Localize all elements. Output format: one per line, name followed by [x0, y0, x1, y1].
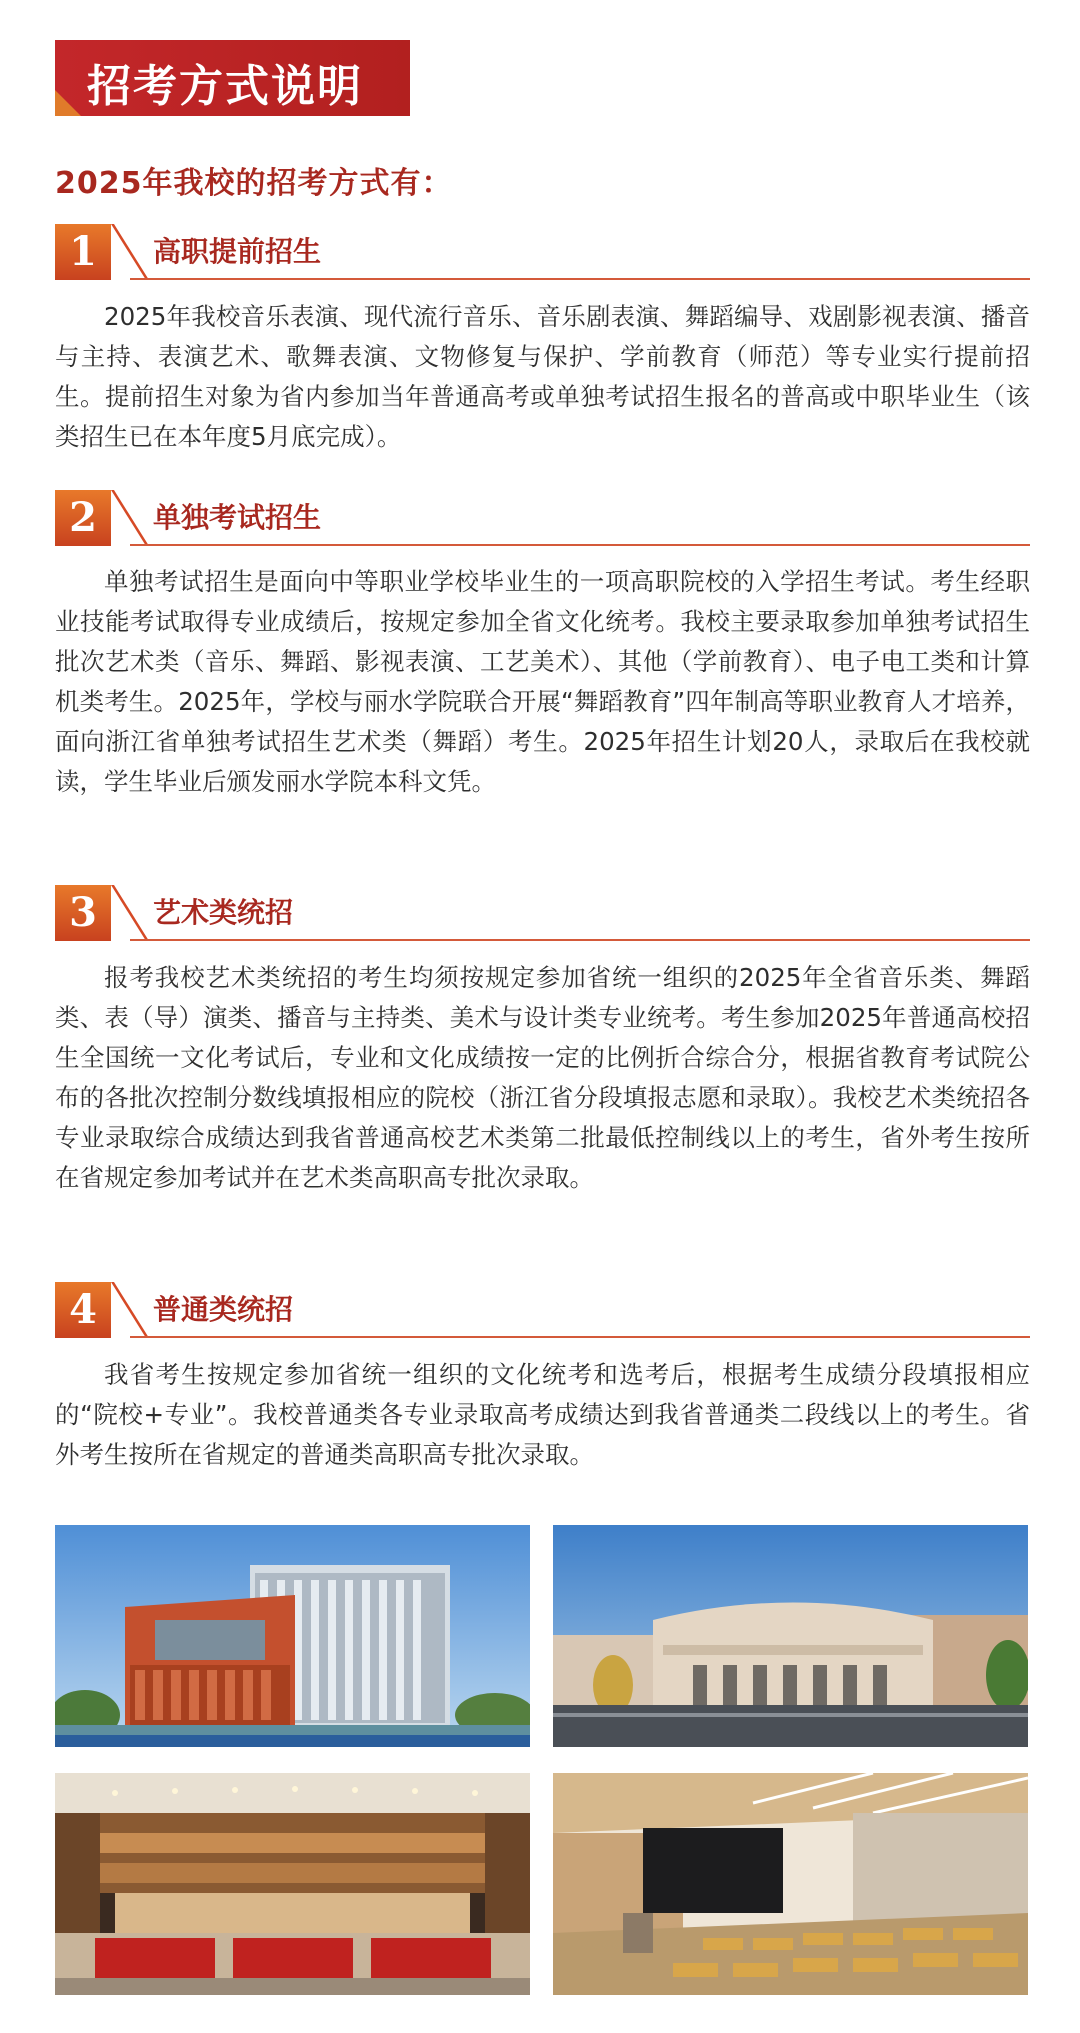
section-number-badge: 2 [55, 490, 111, 546]
section-body-4: 我省考生按规定参加省统一组织的文化统考和选考后，根据考生成绩分段填报相应的“院校+专业”。我校普通类各专业录取高考成绩达到我省普通类二段线以上的考生。省外考生按所在省规定的普通类高职高专批次录取。 [55, 1360, 1030, 1469]
intro-heading: 2025年我校的招考方式有： [55, 166, 453, 201]
section-title: 艺术类统招 [153, 896, 294, 929]
section-number-badge: 1 [55, 224, 111, 280]
library-building-photo [553, 1525, 1028, 1747]
section-header-2 [55, 490, 1030, 548]
section-body-1: 2025年我校音乐表演、现代流行音乐、音乐剧表演、舞蹈编导、戏剧影视表演、播音与主持、表演艺术、歌舞表演、文物修复与保护、学前教育（师范）等专业实行提前招生。提前招生对象为省内参加当年普通高考或单独考试招生报名的普高或中职毕业生（该类招生已在本年度5月底完成）。 [55, 302, 1030, 451]
section-number-badge: 4 [55, 1282, 111, 1338]
section-underline [130, 1336, 1030, 1338]
campus-building-photo [55, 1525, 530, 1747]
section-title: 普通类统招 [153, 1293, 294, 1326]
theater-hall-photo [55, 1773, 530, 1995]
title-corner-accent [55, 90, 81, 116]
section-body-2: 单独考试招生是面向中等职业学校毕业生的一项高职院校的入学招生考试。考生经职业技能考试取得专业成绩后，按规定参加全省文化统考。我校主要录取参加单独考试招生批次艺术类（音乐、舞蹈、影视表演、工艺美术）、其他（学前教育）、电子电工类和计算机类考生。2025年，学校与丽水学院联合开展“舞蹈教育”四年制高等职业教育人才培养，面向浙江省单独考试招生艺术类（舞蹈）考生。2025年招生计划20人，录取后在我校就读，学生毕业后颁发丽水学院本科文凭。 [55, 567, 1030, 796]
section-header-3 [55, 885, 1030, 943]
page-title-banner [55, 40, 410, 116]
page-title: 招考方式说明 [87, 61, 363, 112]
lecture-hall-photo [553, 1773, 1028, 1995]
section-body-3: 报考我校艺术类统招的考生均须按规定参加省统一组织的2025年全省音乐类、舞蹈类、表（导）演类、播音与主持类、美术与设计类专业统考。考生参加2025年普通高校招生全国统一文化考试后，专业和文化成绩按一定的比例折合综合分，根据省教育考试院公布的各批次控制分数线填报相应的院校（浙江省分段填报志愿和录取）。我校艺术类统招各专业录取综合成绩达到我省普通高校艺术类第二批最低控制线以上的考生，省外考生按所在省规定参加考试并在艺术类高职高专批次录取。 [55, 963, 1030, 1192]
section-underline [130, 278, 1030, 280]
section-header-1 [55, 224, 1030, 282]
section-underline [130, 544, 1030, 546]
section-number-badge: 3 [55, 885, 111, 941]
section-title: 高职提前招生 [153, 235, 322, 268]
section-title: 单独考试招生 [153, 501, 322, 534]
section-header-4 [55, 1282, 1030, 1340]
section-underline [130, 939, 1030, 941]
